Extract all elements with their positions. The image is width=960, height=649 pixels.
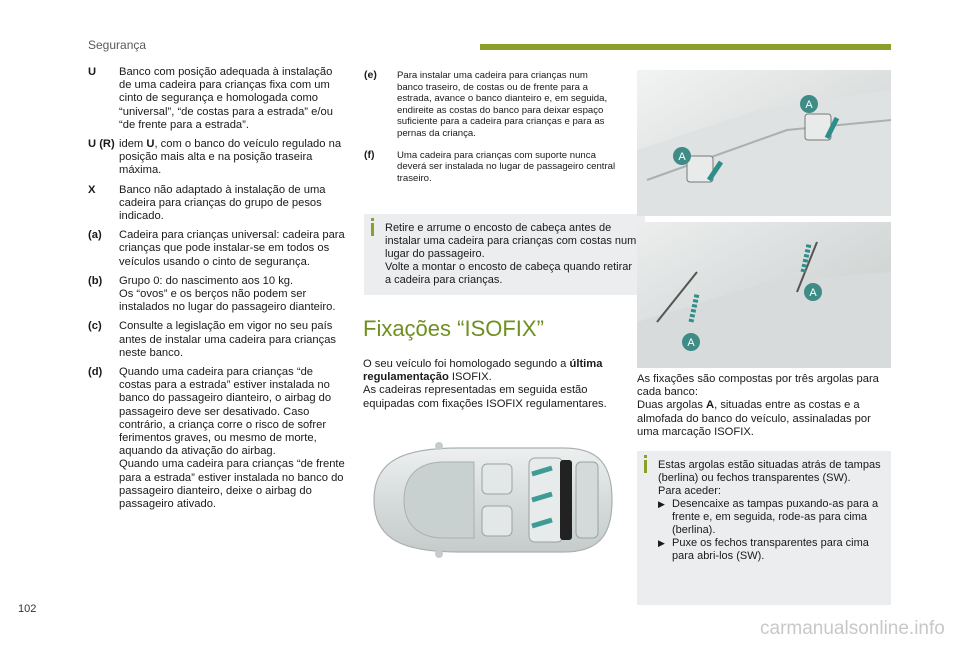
isofix-rings-text: As fixações são compostas por três argolas para cada banco: Duas argolas A, situadas entre as costas e a almofada do banco do veículo, assinaladas por uma marcação ISOFIX. (637, 373, 879, 438)
definition-u: U Banco com posição adequada à instalação de uma cadeira para crianças fixa com um cinto de segurança e homologada como “universal”, “de costas para a estrada” e/ou “de frente para a estrada”. (88, 66, 333, 131)
svg-text:A: A (805, 99, 813, 111)
bullet-item: ▶ Desencaixe as tampas puxando-as para a frente e, em seguida, rode-as para cima (berlina). (658, 498, 879, 536)
definitions-column (88, 66, 346, 517)
notes-column (364, 70, 616, 194)
definition-c: (c) Consulte a legislação em vigor no seu país antes de instalar uma cadeira para crianças neste banco. (88, 320, 337, 359)
info-icon (371, 223, 374, 236)
bullet-icon: ▶ (658, 499, 665, 509)
header-accent-bar (480, 44, 891, 50)
note-e: (e) Para instalar uma cadeira para crianças num banco traseiro, de costas ou de frente para a estrada, avance o banco dianteiro e, em seguida, endireite as costas do banco para deixar espaço suficiente para a cadeira para crianças e para as pernas da criança. (364, 69, 608, 139)
definition-b: (b) Grupo 0: do nascimento aos 10 kg. Os “ovos” e os berços não podem ser instalados no lugar do passageiro dianteiro. (88, 274, 336, 314)
car-top-view-illustration (364, 440, 616, 560)
info-icon (644, 460, 647, 473)
svg-text:A: A (687, 337, 695, 349)
page-number: 102 (18, 603, 37, 615)
definition-u-r: U (R) idem U, com o banco do veículo regulado na posição mais alta e na posição traseira máxima. (88, 138, 342, 177)
definition-d: (d) Quando uma cadeira para crianças “de costas para a estrada” estiver instalada no banco do passageiro dianteiro, o airbag do passageiro deve ser desativado. Caso contrário, a criança corre o risco de sofrer ferimentos graves, ou mesmo de morte, aquando da ativação do airbag. Quando uma cadeira para crianças “de frente para a estrada” estiver instalada no banco do passageiro dianteiro, deixe o airbag do passageiro ativado. (88, 366, 345, 511)
isofix-access-info-box: Estas argolas estão situadas atrás de tampas (berlina) ou fechos transparentes (SW). Para aceder: ▶ Desencaixe as tampas puxando-as para a frente e, em seguida, rode-as para cima (berlina). ▶ Puxe os fechos transparentes para cima para abri-los (SW). (637, 451, 891, 605)
definition-x: X Banco não adaptado à instalação de uma cadeira para crianças do grupo de pesos indicado. (88, 183, 326, 223)
watermark: carmanualsonline.info (760, 618, 945, 639)
svg-text:A: A (809, 287, 817, 299)
header-section-label: Segurança (88, 38, 147, 52)
note-f: (f) Uma cadeira para crianças com suporte nunca deverá ser instalada no lugar de passageiro central traseiro. (364, 148, 616, 184)
isofix-section-title: Fixações “ISOFIX” (363, 316, 544, 341)
isofix-photo-rear-seat-top (637, 70, 891, 216)
bullet-item: ▶ Puxe os fechos transparentes para cima para abri-los (SW). (658, 537, 869, 562)
svg-text:A: A (678, 151, 686, 163)
definition-a: (a) Cadeira para crianças universal: cadeira para crianças que pode instalar-se em todos os veículos usando o cinto de segurança. (88, 229, 345, 268)
isofix-intro: O seu veículo foi homologado segundo a última regulamentação ISOFIX. As cadeiras representadas em seguida estão equipadas com fixações ISOFIX regulamentares. (363, 358, 607, 410)
headrest-info-box: Retire e arrume o encosto de cabeça antes de instalar uma cadeira para crianças com costas num lugar do passageiro. Volte a montar o encosto de cabeça quando retirar a cadeira para crianças. (364, 214, 645, 295)
bullet-icon: ▶ (658, 538, 665, 548)
isofix-photo-rear-seat-bottom (637, 222, 891, 368)
